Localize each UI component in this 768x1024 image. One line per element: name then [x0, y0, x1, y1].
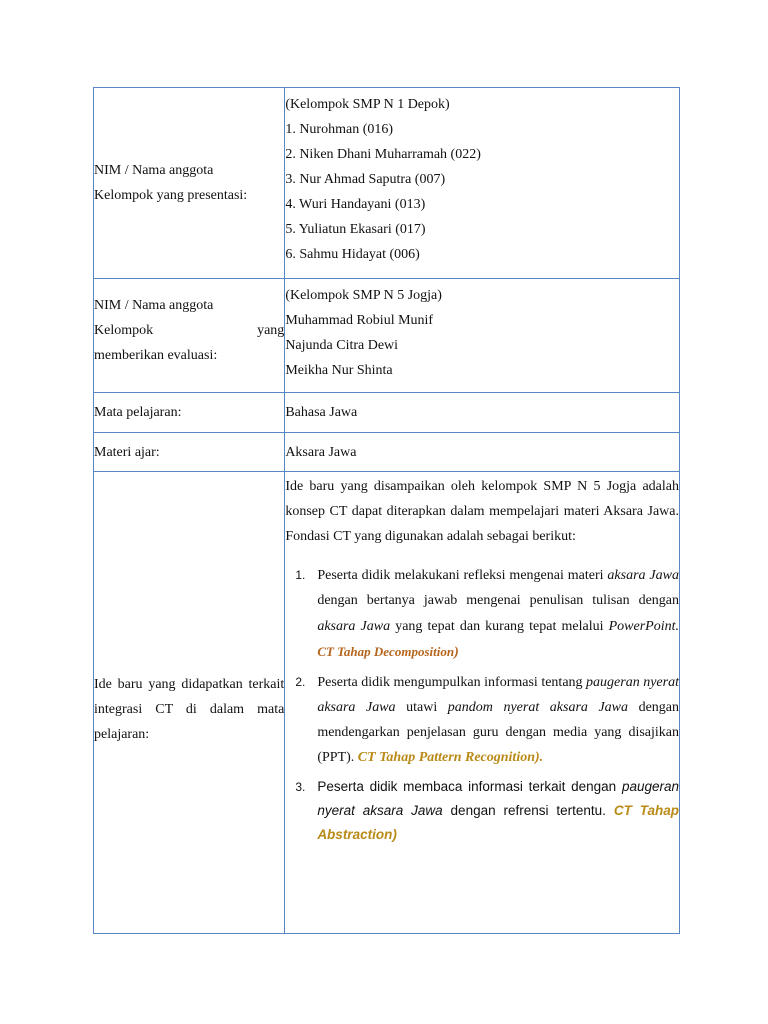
item-italic: aksara Jawa — [607, 568, 679, 583]
ct-stage-label: CT Tahap Pattern Recognition — [357, 750, 535, 765]
presenter-member: 1. Nurohman (016) — [285, 122, 394, 137]
evaluators-label — [94, 279, 285, 393]
ideas-list-item — [285, 563, 679, 665]
subject-label: Mata pelajaran: — [94, 393, 285, 433]
presenter-member: 4. Wuri Handayani (013) — [285, 197, 426, 212]
evaluators-value — [285, 279, 680, 393]
item-text: dengan bertanya jawab mengenai penulisan tulisan dengan — [317, 593, 679, 608]
ct-stage-close: ) — [454, 645, 459, 660]
ct-stage-label: CT Tahap Abstraction — [317, 803, 679, 842]
evaluators-label-word2: yang — [257, 323, 285, 338]
presenters-label-line2: Kelompok yang presentasi: — [94, 188, 248, 203]
material-label: Materi ajar: — [94, 433, 285, 472]
presenter-member: 5. Yuliatun Ekasari (017) — [285, 222, 426, 237]
ct-stage-close: ). — [535, 750, 544, 765]
ideas-value — [285, 472, 680, 934]
ideas-label: Ide baru yang didapatkan terkait integrasi CT di dalam mata pelajaran: — [94, 472, 285, 934]
list-number: 2. — [295, 675, 306, 689]
ct-stage-label: CT Tahap Decomposition — [317, 644, 455, 659]
item-text: utawi — [395, 700, 448, 715]
item-italic: aksara Jawa — [317, 619, 391, 634]
evaluators-group: (Kelompok SMP N 5 Jogja) — [285, 288, 442, 303]
presenter-member: 3. Nur Ahmad Saputra (007) — [285, 172, 446, 187]
evaluator-member: Muhammad Robiul Munif — [285, 313, 434, 328]
evaluation-table — [93, 87, 680, 934]
presenter-member: 6. Sahmu Hidayat (006) — [285, 247, 420, 262]
item-text: Peserta didik melakukani refleksi mengenai materi — [317, 568, 608, 583]
list-number: 3. — [295, 780, 306, 794]
ideas-list — [285, 563, 679, 847]
item-italic: paugeran nyerat aksara Jawa — [317, 779, 679, 818]
presenters-label — [94, 88, 285, 279]
material-row — [94, 433, 680, 472]
ideas-intro: Ide baru yang disampaikan oleh kelompok SMP N 5 Jogja adalah konsep CT dapat diterapkan dalam mempelajari materi Aksara Jawa. Fondasi CT yang digunakan adalah sebagai berikut: — [285, 479, 679, 544]
evaluators-label-word1: Kelompok — [94, 323, 154, 338]
subject-value: Bahasa Jawa — [285, 393, 680, 433]
presenters-label-line1: NIM / Nama anggota — [94, 163, 214, 178]
item-text: dengan refrensi tertentu. — [442, 803, 614, 818]
presenters-value — [285, 88, 680, 279]
presenters-group: (Kelompok SMP N 1 Depok) — [285, 97, 450, 112]
item-text: Peserta didik mengumpulkan informasi tentang — [317, 675, 587, 690]
item-text: Peserta didik membaca informasi terkait dengan — [317, 779, 622, 794]
material-value: Aksara Jawa — [285, 433, 680, 472]
item-text: dengan mendengarkan penjelasan guru dengan media yang disajikan (PPT). — [317, 700, 680, 765]
evaluators-label-line2 — [94, 318, 284, 343]
list-number: 1. — [295, 568, 306, 582]
evaluator-member: Meikha Nur Shinta — [285, 363, 393, 378]
item-italic: pandom nyerat aksara Jawa — [447, 700, 629, 715]
evaluators-label-line3: memberikan evaluasi: — [94, 348, 218, 363]
ideas-row — [94, 472, 680, 934]
evaluators-row — [94, 279, 680, 393]
subject-row — [94, 393, 680, 433]
presenters-row — [94, 88, 680, 279]
evaluators-label-line1: NIM / Nama anggota — [94, 298, 214, 313]
presenter-member: 2. Niken Dhani Muharramah (022) — [285, 147, 481, 162]
ct-stage-close: ) — [392, 827, 397, 842]
item-italic: paugeran nyerat aksara Jawa — [317, 675, 679, 715]
evaluator-member: Najunda Citra Dewi — [285, 338, 399, 353]
ideas-list-item — [285, 670, 679, 770]
ideas-list-item — [285, 775, 679, 847]
item-italic: PowerPoint. — [608, 619, 679, 634]
item-text: yang tepat dan kurang tepat melalui — [390, 619, 609, 634]
